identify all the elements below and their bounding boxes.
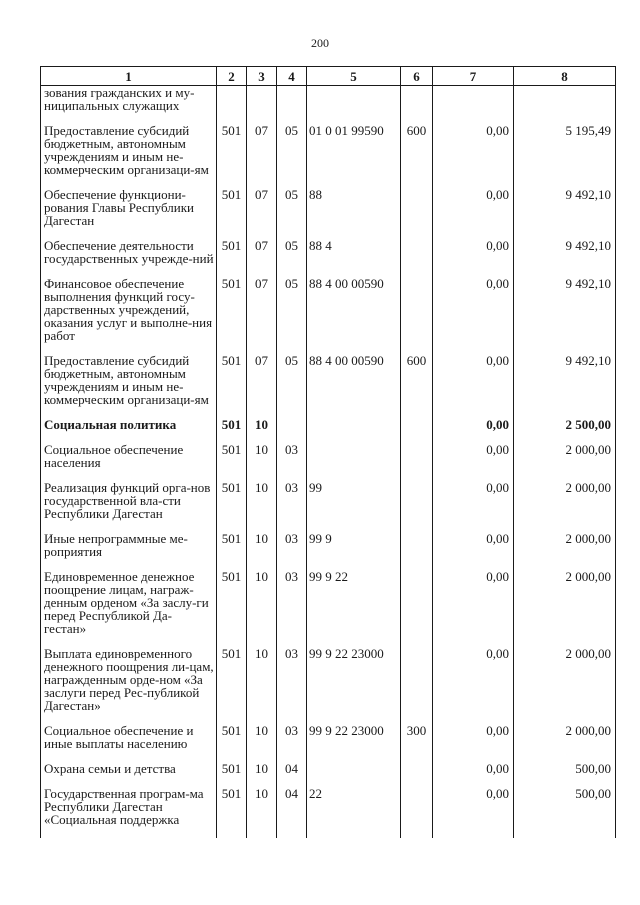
row-col-8: 500,00 [514,787,616,838]
row-col-7: 0,00 [433,188,514,239]
row-col-4: 05 [277,188,307,239]
row-col-5: 22 [307,787,401,838]
row-name: Единовременное денежное поощрение лицам, награж-денным орденом «За заслу-ги перед Республикой Да-гестан» [41,570,217,647]
row-col-2: 501 [217,277,247,354]
row-col-2: 501 [217,762,247,787]
budget-table [40,66,616,838]
row-col-6 [401,86,433,125]
table-row [41,124,616,188]
row-col-4: 04 [277,787,307,838]
header-col-6: 6 [401,67,433,86]
row-name: Охрана семьи и детства [41,762,217,787]
row-col-2: 501 [217,418,247,443]
row-col-6 [401,787,433,838]
row-col-5: 88 4 [307,239,401,277]
row-col-2: 501 [217,724,247,762]
row-col-8: 2 500,00 [514,418,616,443]
row-col-5: 01 0 01 99590 [307,124,401,188]
table-row [41,787,616,838]
table-row [41,762,616,787]
row-col-8: 2 000,00 [514,443,616,481]
row-col-6 [401,481,433,532]
table-row [41,647,616,724]
row-col-8: 2 000,00 [514,724,616,762]
row-col-6: 600 [401,354,433,418]
row-col-5: 99 9 [307,532,401,570]
row-col-2: 501 [217,188,247,239]
row-col-3: 07 [247,239,277,277]
row-col-8: 2 000,00 [514,532,616,570]
row-col-6 [401,762,433,787]
row-col-3: 10 [247,481,277,532]
row-name: Государственная програм-ма Республики Дагестан «Социальная поддержка [41,787,217,838]
row-col-5 [307,443,401,481]
row-col-3: 10 [247,443,277,481]
row-name: Реализация функций орга-нов государственной вла-сти Республики Дагестан [41,481,217,532]
table-row [41,532,616,570]
header-col-5: 5 [307,67,401,86]
row-col-8: 9 492,10 [514,188,616,239]
row-col-5: 99 9 22 23000 [307,724,401,762]
row-col-8: 9 492,10 [514,354,616,418]
row-col-6: 300 [401,724,433,762]
row-col-3: 07 [247,354,277,418]
row-col-5: 99 [307,481,401,532]
row-name: Социальная политика [41,418,217,443]
row-col-2: 501 [217,787,247,838]
row-col-2: 501 [217,481,247,532]
row-col-7: 0,00 [433,481,514,532]
row-col-4: 03 [277,724,307,762]
row-col-8: 2 000,00 [514,647,616,724]
row-col-8: 500,00 [514,762,616,787]
row-col-5 [307,762,401,787]
row-col-4: 04 [277,762,307,787]
row-col-4 [277,86,307,125]
row-col-7: 0,00 [433,787,514,838]
row-col-8: 5 195,49 [514,124,616,188]
header-col-1: 1 [41,67,217,86]
row-col-2 [217,86,247,125]
table-row [41,86,616,125]
row-col-4: 05 [277,124,307,188]
row-col-8: 2 000,00 [514,570,616,647]
row-name: Финансовое обеспечение выполнения функций госу-дарственных учреждений, оказания услуг и выполне-ния работ [41,277,217,354]
header-col-7: 7 [433,67,514,86]
row-col-3: 10 [247,787,277,838]
row-col-4: 03 [277,532,307,570]
row-col-8: 9 492,10 [514,239,616,277]
row-col-4: 05 [277,239,307,277]
row-col-4: 05 [277,354,307,418]
row-col-3: 07 [247,124,277,188]
table-row [41,418,616,443]
row-name: Обеспечение деятельности государственных учрежде-ний [41,239,217,277]
row-col-5: 99 9 22 [307,570,401,647]
row-col-6 [401,443,433,481]
row-col-5 [307,418,401,443]
row-name: Обеспечение функциони-рования Главы Республики Дагестан [41,188,217,239]
table-header [41,67,616,86]
row-col-6 [401,188,433,239]
row-col-7: 0,00 [433,277,514,354]
row-col-3: 07 [247,277,277,354]
table-row [41,443,616,481]
row-col-3: 07 [247,188,277,239]
row-col-5: 88 4 00 00590 [307,277,401,354]
row-col-5: 88 4 00 00590 [307,354,401,418]
page-number: 200 [311,36,329,50]
header-row [41,67,616,86]
row-col-6 [401,418,433,443]
row-col-8: 9 492,10 [514,277,616,354]
table-row [41,354,616,418]
row-col-7: 0,00 [433,124,514,188]
row-col-2: 501 [217,443,247,481]
row-col-4: 03 [277,570,307,647]
table-row [41,724,616,762]
row-col-7: 0,00 [433,239,514,277]
header-col-3: 3 [247,67,277,86]
row-col-6 [401,570,433,647]
table-body [41,86,616,839]
row-col-2: 501 [217,124,247,188]
row-name: Социальное обеспечение населения [41,443,217,481]
row-col-2: 501 [217,354,247,418]
row-col-2: 501 [217,532,247,570]
row-col-3: 10 [247,762,277,787]
row-col-7: 0,00 [433,724,514,762]
row-col-6 [401,647,433,724]
row-name: зования гражданских и му-ниципальных служащих [41,86,217,125]
header-col-4: 4 [277,67,307,86]
row-col-3: 10 [247,532,277,570]
header-col-8: 8 [514,67,616,86]
row-col-3 [247,86,277,125]
row-col-7: 0,00 [433,647,514,724]
row-col-3: 10 [247,570,277,647]
row-name: Социальное обеспечение и иные выплаты населению [41,724,217,762]
row-col-5: 88 [307,188,401,239]
row-col-7: 0,00 [433,532,514,570]
row-col-6 [401,532,433,570]
row-col-4: 03 [277,647,307,724]
row-name: Предоставление субсидий бюджетным, автономным учреждениям и иным не-коммерческим организаци-ям [41,124,217,188]
row-name: Выплата единовременного денежного поощрения ли-цам, награжденным орде-ном «За заслуги перед Рес-публикой Дагестан» [41,647,217,724]
row-name: Предоставление субсидий бюджетным, автономным учреждениям и иным не-коммерческим организаци-ям [41,354,217,418]
row-col-8 [514,86,616,125]
row-col-4 [277,418,307,443]
row-col-3: 10 [247,418,277,443]
row-col-4: 03 [277,443,307,481]
row-col-2: 501 [217,647,247,724]
row-col-4: 03 [277,481,307,532]
table-row [41,570,616,647]
row-col-7: 0,00 [433,762,514,787]
row-col-2: 501 [217,570,247,647]
row-col-2: 501 [217,239,247,277]
row-col-3: 10 [247,724,277,762]
row-col-3: 10 [247,647,277,724]
table-row [41,239,616,277]
row-col-6 [401,239,433,277]
row-col-6 [401,277,433,354]
row-col-7: 0,00 [433,354,514,418]
row-col-8: 2 000,00 [514,481,616,532]
row-name: Иные непрограммные ме-роприятия [41,532,217,570]
table-row [41,481,616,532]
row-col-7: 0,00 [433,443,514,481]
table-row [41,188,616,239]
row-col-7: 0,00 [433,418,514,443]
row-col-5 [307,86,401,125]
row-col-6: 600 [401,124,433,188]
table-row [41,277,616,354]
header-col-2: 2 [217,67,247,86]
row-col-7: 0,00 [433,570,514,647]
row-col-5: 99 9 22 23000 [307,647,401,724]
row-col-7 [433,86,514,125]
row-col-4: 05 [277,277,307,354]
